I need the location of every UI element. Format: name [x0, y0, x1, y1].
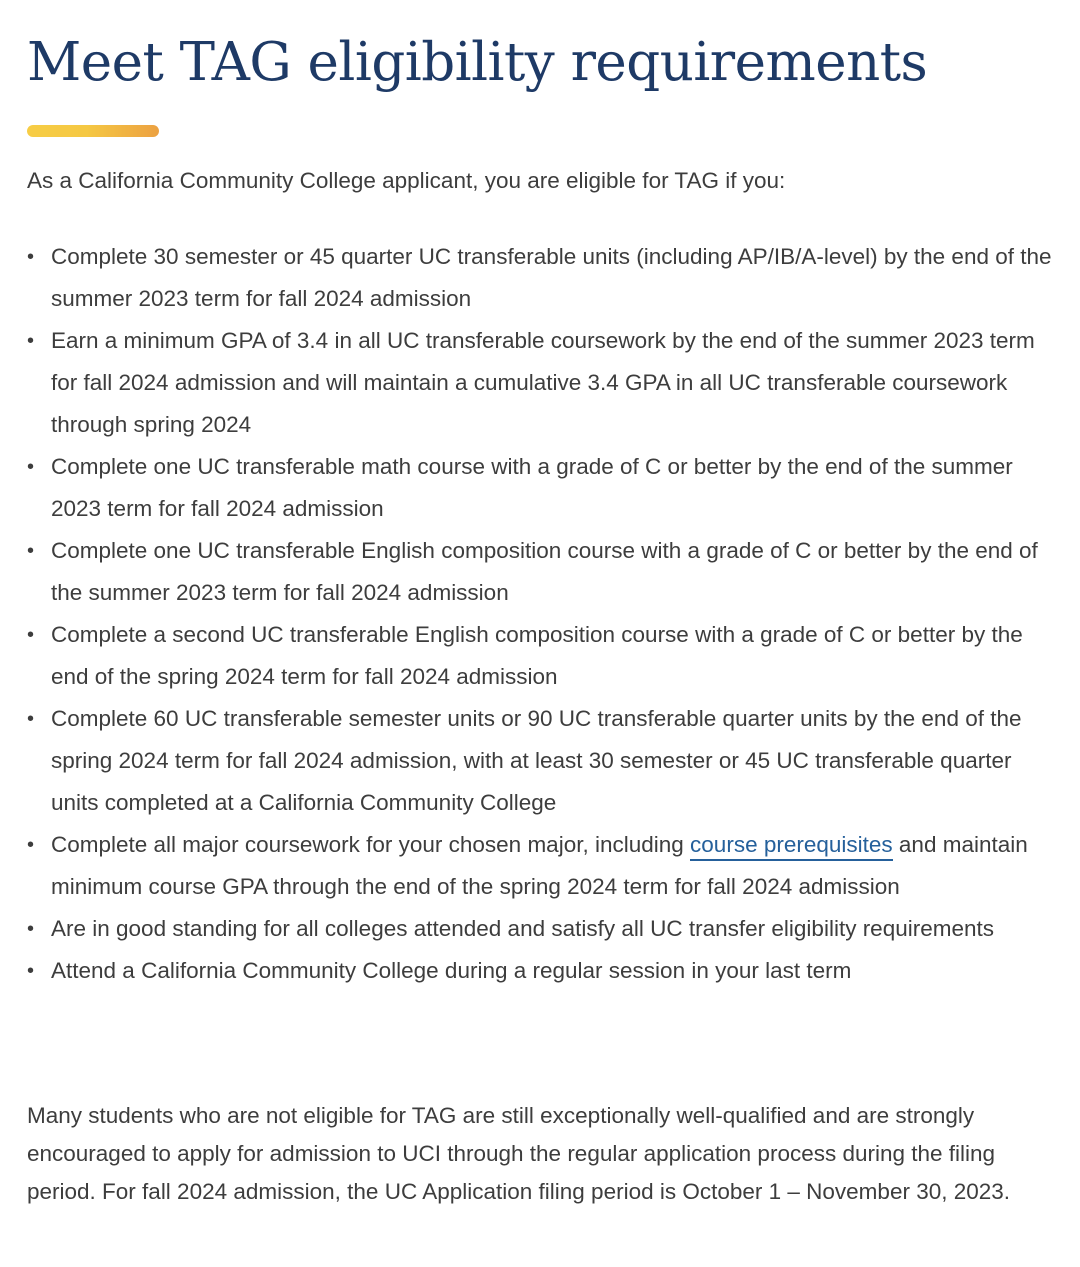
course-prerequisites-link[interactable]: course prerequisites: [690, 832, 893, 861]
requirement-text-before: Complete all major coursework for your chosen major, including: [51, 832, 684, 857]
requirement-text-after: and maintain minimum course GPA through the end of the spring 2024 term for fall 2024 admission: [51, 832, 1028, 899]
list-item: [27, 698, 1057, 824]
requirement-text: Are in good standing for all colleges attended and satisfy all UC transfer eligibility requirements: [51, 916, 995, 941]
bullet-icon: •: [27, 960, 35, 982]
requirement-text: Complete one UC transferable English composition course with a grade of C or better by the end of the summer 2023 term for fall 2024 admission: [51, 538, 1038, 605]
bullet-icon: •: [27, 624, 35, 646]
list-item: [27, 320, 1057, 446]
bullet-icon: •: [27, 918, 35, 940]
list-item: [27, 614, 1057, 698]
bullet-icon: •: [27, 834, 35, 856]
requirements-list: [27, 236, 1057, 992]
list-item: [27, 950, 1057, 992]
closing-paragraph: Many students who are not eligible for TAG are still exceptionally well-qualified and are strongly encouraged to apply for admission to UCI through the regular application process during the filing period. For fall 2024 admission, the UC Application filing period is October 1 – November 30, 2023.: [27, 1103, 1011, 1204]
requirement-text: Complete a second UC transferable English composition course with a grade of C or better by the end of the spring 2024 term for fall 2024 admission: [51, 622, 1023, 689]
requirement-text: Complete 60 UC transferable semester units or 90 UC transferable quarter units by the end of the spring 2024 term for fall 2024 admission, with at least 30 semester or 45 UC transferable quarter units completed at a California Community College: [51, 706, 1022, 815]
bullet-icon: •: [27, 246, 35, 268]
list-item: [27, 446, 1057, 530]
title-accent-bar: [27, 125, 159, 137]
requirement-text: Earn a minimum GPA of 3.4 in all UC transferable coursework by the end of the summer 2023 term for fall 2024 admission and will maintain a cumulative 3.4 GPA in all UC transferable coursework through spring 2024: [51, 328, 1035, 437]
list-item: [27, 530, 1057, 614]
requirement-text: Complete one UC transferable math course with a grade of C or better by the end of the summer 2023 term for fall 2024 admission: [51, 454, 1013, 521]
requirement-text: Complete 30 semester or 45 quarter UC transferable units (including AP/IB/A-level) by the end of the summer 2023 term for fall 2024 admission: [51, 244, 1052, 311]
bullet-icon: •: [27, 540, 35, 562]
intro-text: As a California Community College applicant, you are eligible for TAG if you:: [27, 168, 786, 193]
bullet-icon: •: [27, 708, 35, 730]
bullet-icon: •: [27, 456, 35, 478]
page-title: Meet TAG eligibility requirements: [27, 32, 928, 93]
bullet-icon: •: [27, 330, 35, 352]
list-item: [27, 236, 1057, 320]
requirement-text: Attend a California Community College during a regular session in your last term: [51, 958, 852, 983]
list-item: [27, 908, 1057, 950]
list-item: [27, 824, 1057, 908]
requirement-text: [51, 824, 1057, 908]
